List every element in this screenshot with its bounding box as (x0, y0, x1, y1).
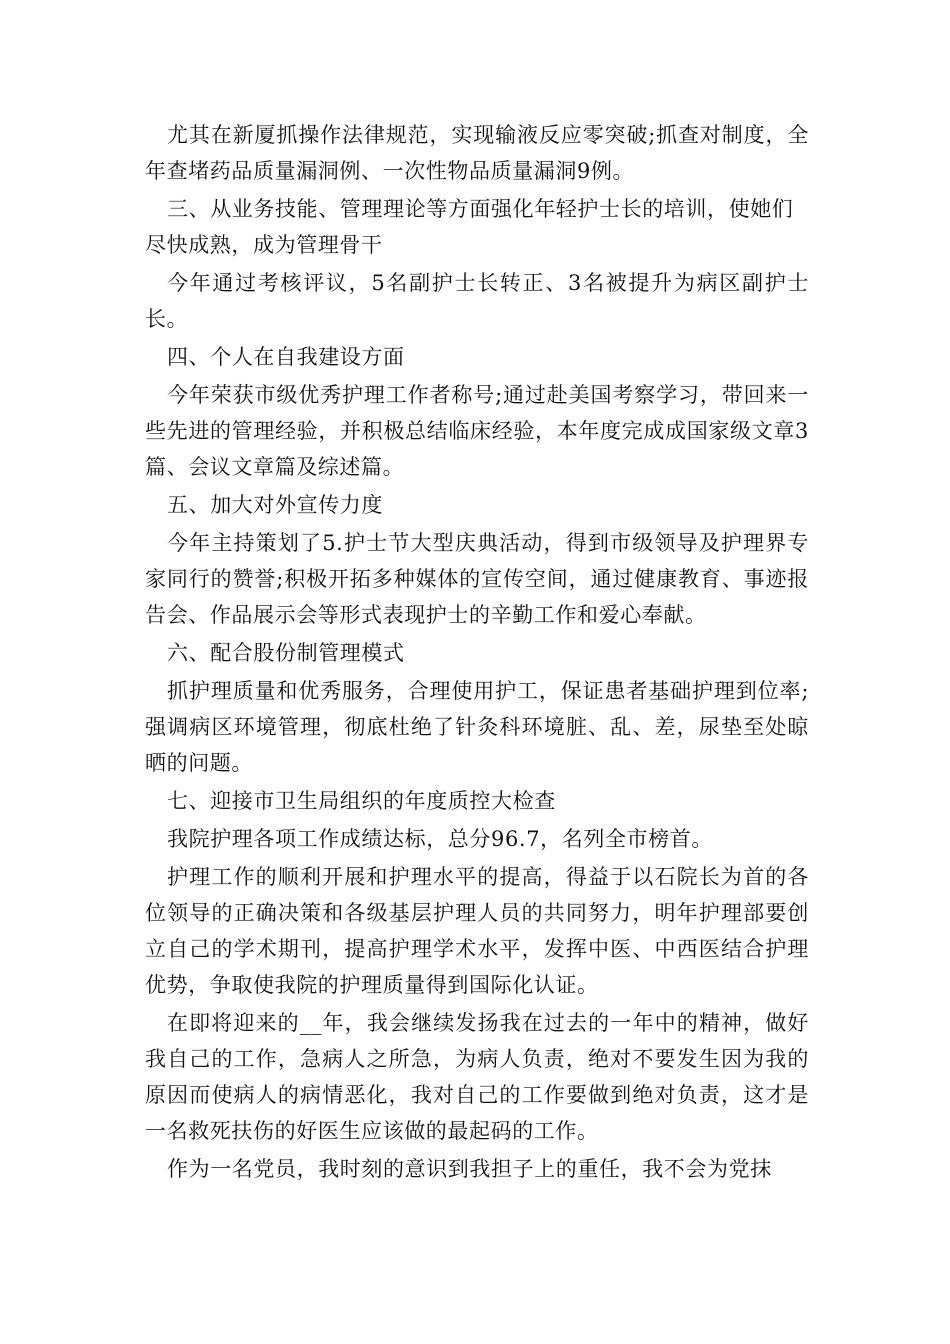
paragraph-management-model: 抓护理质量和优秀服务，合理使用护工，保证患者基础护理到位率;强调病区环境管理，彻底杜绝了针灸科环境脏、乱、差，尿垫至处晾晒的问题。 (145, 679, 809, 775)
paragraph-quality-control: 尤其在新厦抓操作法律规范，实现输液反应零突破;抓查对制度，全年查堵药品质量漏洞例、一次性物品质量漏洞9例。 (145, 123, 809, 183)
heading-section-three: 三、从业务技能、管理理论等方面强化年轻护士长的培训，使她们尽快成熟，成为管理骨干 (145, 197, 794, 257)
paragraph-self-development: 今年荣获市级优秀护理工作者称号;通过赴美国考察学习，带回来一些先进的管理经验，并积极总结临床经验，本年度完成成国家级文章3篇、会议文章篇及综述篇。 (145, 383, 809, 479)
heading-section-six: 六、配合股份制管理模式 (167, 641, 405, 665)
heading-section-seven: 七、迎接市卫生局组织的年度质控大检查 (167, 789, 556, 813)
heading-section-four: 四、个人在自我建设方面 (167, 345, 405, 369)
paragraph-promotion: 今年通过考核评议，5名副护士长转正、3名被提升为病区副护士长。 (145, 271, 809, 331)
paragraph-party-member: 作为一名党员，我时刻的意识到我担子上的重任，我不会为党抹 (167, 1157, 772, 1181)
paragraph-next-year: 在即将迎来的__年，我会继续发扬我在过去的一年中的精神，做好我自己的工作，急病人之所急，为病人负责，绝对不要发生因为我的原因而使病人的病情恶化，我对自己的工作要做到绝对负责，这才是一名救死扶伤的好医生应该做的最起码的工作。 (145, 1011, 809, 1143)
paragraph-inspection-result: 我院护理各项工作成绩达标，总分96.7，名列全市榜首。 (167, 827, 713, 851)
paragraph-acknowledgement: 护理工作的顺利开展和护理水平的提高，得益于以石院长为首的各位领导的正确决策和各级基层护理人员的共同努力，明年护理部要创立自己的学术期刊，提高护理学术水平，发挥中医、中西医结合护理优势，争取使我院的护理质量得到国际化认证。 (145, 865, 809, 997)
document-body (145, 117, 809, 1189)
heading-section-five: 五、加大对外宣传力度 (167, 493, 383, 517)
paragraph-publicity: 今年主持策划了5.护士节大型庆典活动，得到市级领导及护理界专家同行的赞誉;积极开拓多种媒体的宣传空间，通过健康教育、事迹报告会、作品展示会等形式表现护士的辛勤工作和爱心奉献。 (145, 531, 809, 627)
